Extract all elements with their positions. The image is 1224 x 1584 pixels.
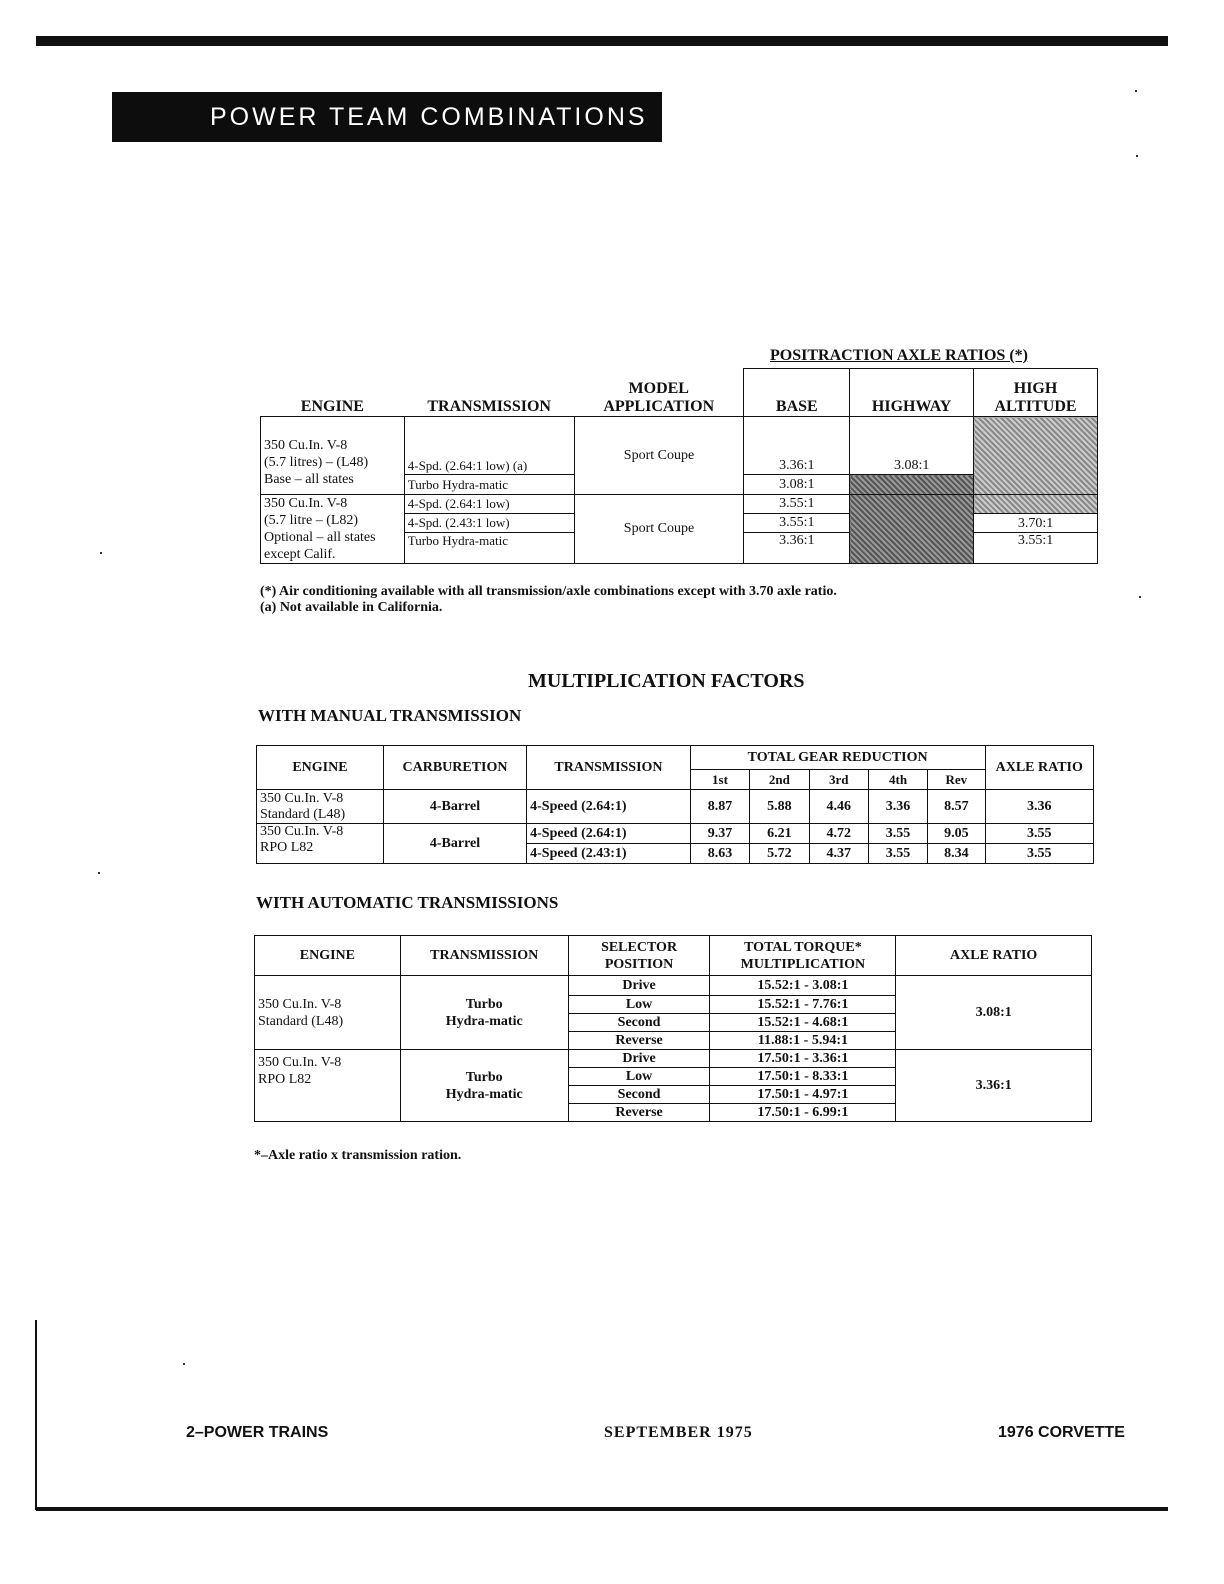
bottom-rule — [36, 1507, 1168, 1511]
engine-cell-l82 — [257, 824, 384, 864]
header-transmission: TRANSMISSION — [404, 369, 574, 417]
positraction-title: POSITRACTION AXLE RATIOS (*) — [770, 347, 1028, 364]
selector-cell: Drive — [568, 1050, 710, 1068]
torque-cell: 17.50:1 - 3.36:1 — [710, 1050, 896, 1068]
engine-line: RPO L82 — [260, 840, 314, 855]
highway-ratio-cell: 3.08:1 — [850, 417, 974, 475]
selector-cell: Reverse — [568, 1104, 710, 1122]
left-margin-rule — [35, 1320, 37, 1510]
scan-speck — [183, 1363, 185, 1365]
engine-line: Optional – all states — [264, 530, 376, 545]
header-engine: ENGINE — [261, 369, 405, 417]
engine-line: Standard (L48) — [258, 1013, 344, 1029]
scan-speck — [1139, 596, 1141, 598]
high-altitude-ratio-cell: 3.70:1 — [974, 513, 1098, 532]
footer-section: 2–POWER TRAINS — [186, 1424, 329, 1441]
gear-cell: 4.72 — [809, 824, 868, 844]
transmission-line: Hydra-matic — [445, 1013, 523, 1029]
engine-cell-l48 — [255, 976, 401, 1050]
engine-line: (5.7 litre – (L82) — [264, 513, 359, 528]
header-transmission: TRANSMISSION — [400, 936, 568, 976]
transmission-cell: 4-Speed (2.64:1) — [527, 790, 691, 824]
torque-cell: 17.50:1 - 4.97:1 — [710, 1086, 896, 1104]
carburetion-cell: 4-Barrel — [383, 824, 526, 864]
torque-cell: 15.52:1 - 7.76:1 — [710, 996, 896, 1014]
engine-line: 350 Cu.In. V-8 — [260, 790, 344, 806]
manual-transmission-table — [256, 745, 1094, 864]
gear-cell: 8.87 — [690, 790, 749, 824]
engine-line: RPO L82 — [258, 1072, 312, 1087]
gear-cell: 3.55 — [868, 844, 927, 864]
carburetion-cell: 4-Barrel — [383, 790, 526, 824]
gear-cell: 8.63 — [690, 844, 749, 864]
engine-cell-l48 — [257, 790, 384, 824]
gear-cell: 5.88 — [750, 790, 809, 824]
torque-cell: 15.52:1 - 3.08:1 — [710, 976, 896, 996]
transmission-cell: 4-Spd. (2.64:1 low) (a) — [404, 417, 574, 475]
header-transmission: TRANSMISSION — [527, 746, 691, 790]
gear-cell: 3.55 — [868, 824, 927, 844]
axle-cell: 3.36:1 — [896, 1050, 1092, 1122]
header-carburetion: CARBURETION — [383, 746, 526, 790]
axle-cell: 3.36 — [985, 790, 1094, 824]
scan-speck — [1135, 90, 1137, 92]
top-rule — [36, 36, 1168, 46]
transmission-cell: Turbo Hydra-matic — [404, 475, 574, 495]
base-ratio-cell: 3.55:1 — [744, 495, 850, 514]
scan-speck — [1136, 155, 1138, 157]
high-altitude-ratio-cell: 3.55:1 — [974, 532, 1098, 563]
selector-cell: Low — [568, 1068, 710, 1086]
engine-line: 350 Cu.In. V-8 — [264, 438, 348, 453]
transmission-line: Turbo — [465, 996, 503, 1012]
base-ratio-cell: 3.36:1 — [744, 417, 850, 475]
automatic-transmission-table — [254, 935, 1092, 1122]
automatic-transmission-subtitle: WITH AUTOMATIC TRANSMISSIONS — [256, 893, 559, 912]
transmission-cell: 4-Spd. (2.64:1 low) — [404, 495, 574, 514]
transmission-cell: 4-Speed (2.43:1) — [527, 844, 691, 864]
transmission-cell: 4-Speed (2.64:1) — [527, 824, 691, 844]
multiplication-factors-title: MULTIPLICATION FACTORS — [528, 670, 805, 692]
gear-cell: 8.34 — [928, 844, 985, 864]
gear-cell: 8.57 — [928, 790, 985, 824]
torque-cell: 15.52:1 - 4.68:1 — [710, 1014, 896, 1032]
model-cell: Sport Coupe — [574, 495, 744, 564]
header-model-application: MODEL APPLICATION — [574, 369, 744, 417]
torque-cell: 11.88:1 - 5.94:1 — [710, 1032, 896, 1050]
torque-cell: 17.50:1 - 6.99:1 — [710, 1104, 896, 1122]
engine-line: (5.7 litres) – (L48) — [264, 455, 369, 470]
header-gear-3rd: 3rd — [809, 770, 868, 790]
footnote-california: (a) Not available in California. — [260, 600, 443, 615]
selector-cell: Drive — [568, 976, 710, 996]
engine-line: 350 Cu.In. V-8 — [260, 824, 344, 839]
selector-cell: Reverse — [568, 1032, 710, 1050]
header-highway: HIGHWAY — [850, 369, 974, 417]
header-total-gear-reduction: TOTAL GEAR REDUCTION — [690, 746, 985, 770]
header-base: BASE — [744, 369, 850, 417]
gear-cell: 3.36 — [868, 790, 927, 824]
header-selector-position: SELECTOR POSITION — [568, 936, 710, 976]
transmission-cell — [400, 976, 568, 1050]
transmission-line: Hydra-matic — [445, 1086, 523, 1102]
header-gear-2nd: 2nd — [750, 770, 809, 790]
engine-line: Standard (L48) — [260, 806, 346, 822]
torque-cell: 17.50:1 - 8.33:1 — [710, 1068, 896, 1086]
selector-cell: Second — [568, 1086, 710, 1104]
header-high-altitude: HIGH ALTITUDE — [974, 369, 1098, 417]
section-banner: POWER TEAM COMBINATIONS — [112, 92, 662, 142]
base-ratio-cell: 3.36:1 — [744, 532, 850, 563]
header-gear-4th: 4th — [868, 770, 927, 790]
engine-cell-l82 — [255, 1050, 401, 1122]
gear-cell: 5.72 — [750, 844, 809, 864]
footer-model: 1976 CORVETTE — [998, 1424, 1125, 1441]
scan-speck — [98, 872, 100, 874]
header-axle-ratio: AXLE RATIO — [985, 746, 1094, 790]
header-gear-1st: 1st — [690, 770, 749, 790]
axle-cell: 3.55 — [985, 844, 1094, 864]
header-engine: ENGINE — [257, 746, 384, 790]
header-gear-rev: Rev — [928, 770, 985, 790]
highway-shaded-cell — [850, 495, 974, 564]
selector-cell: Low — [568, 996, 710, 1014]
manual-transmission-subtitle: WITH MANUAL TRANSMISSION — [258, 706, 522, 725]
engine-line: Base – all states — [264, 472, 354, 487]
header-total-torque-multiplication: TOTAL TORQUE* MULTIPLICATION — [710, 936, 896, 976]
positraction-table — [260, 368, 1098, 564]
transmission-cell: 4-Spd. (2.43:1 low) — [404, 513, 574, 532]
footer-date: SEPTEMBER 1975 — [604, 1424, 753, 1441]
selector-cell: Second — [568, 1014, 710, 1032]
engine-cell-l82 — [261, 495, 405, 564]
footnote-axle-ratio: *–Axle ratio x transmission ration. — [254, 1148, 462, 1163]
gear-cell: 9.05 — [928, 824, 985, 844]
axle-cell: 3.55 — [985, 824, 1094, 844]
gear-cell: 9.37 — [690, 824, 749, 844]
transmission-cell: Turbo Hydra-matic — [404, 532, 574, 563]
footnote-air-conditioning: (*) Air conditioning available with all transmission/axle combinations except with 3.70 axle ratio. — [260, 584, 837, 599]
engine-line: 350 Cu.In. V-8 — [258, 996, 342, 1012]
header-engine: ENGINE — [255, 936, 401, 976]
high-altitude-shaded-cell — [974, 495, 1098, 514]
gear-cell: 4.46 — [809, 790, 868, 824]
gear-cell: 4.37 — [809, 844, 868, 864]
base-ratio-cell: 3.08:1 — [744, 475, 850, 495]
model-cell: Sport Coupe — [574, 417, 744, 495]
transmission-cell — [400, 1050, 568, 1122]
transmission-line: Turbo — [465, 1069, 503, 1085]
header-axle-ratio: AXLE RATIO — [896, 936, 1092, 976]
engine-cell-l48 — [261, 417, 405, 495]
axle-cell: 3.08:1 — [896, 976, 1092, 1050]
engine-line: 350 Cu.In. V-8 — [264, 496, 348, 511]
scan-speck — [100, 552, 102, 554]
highway-shaded-cell — [850, 475, 974, 495]
base-ratio-cell: 3.55:1 — [744, 513, 850, 532]
engine-line: except Calif. — [264, 547, 336, 562]
engine-line: 350 Cu.In. V-8 — [258, 1055, 342, 1070]
high-altitude-shaded-cell — [974, 417, 1098, 495]
gear-cell: 6.21 — [750, 824, 809, 844]
